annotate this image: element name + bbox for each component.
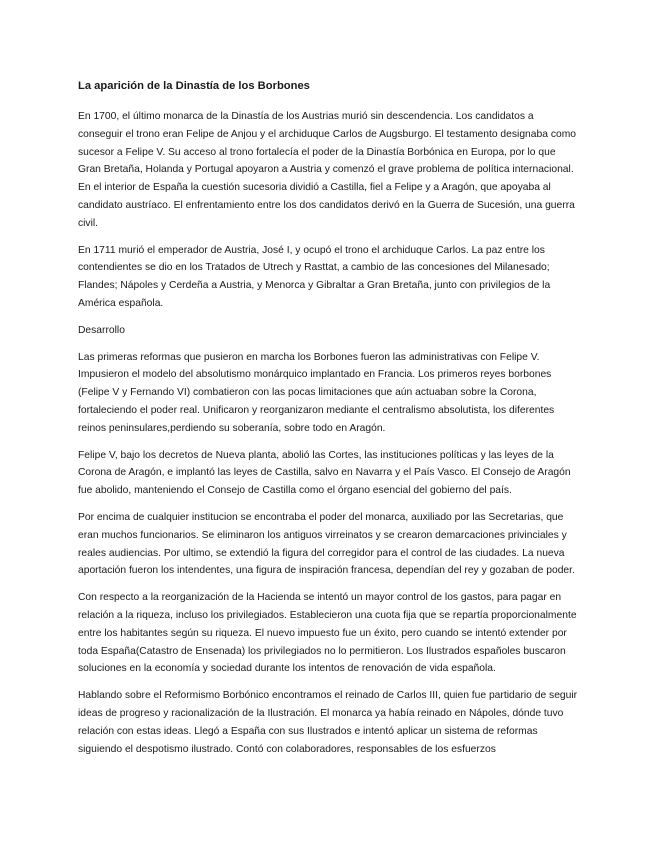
document-body <box>78 78 578 767</box>
paragraph: Felipe V, bajo los decretos de Nueva planta, abolió las Cortes, las instituciones políticas y las leyes de la Corona de Aragón, e implantó las leyes de Castilla, salvo en Navarra y el País Vasco. El Consejo de Aragón fue abolido, manteniendo el Consejo de Castilla como el órgano esencial del gobierno del país. <box>78 449 571 497</box>
paragraph: Hablando sobre el Reformismo Borbónico encontramos el reinado de Carlos III, quien fue partidario de seguir ideas de progreso y racionalización de la Ilustración. El monarca ya había reinado en Nápoles, dónde tuvo relación con estas ideas. Llegó a España con sus Ilustrados e intentó aplicar un sistema de reformas siguiendo el despotismo ilustrado. Contó con colaboradores, responsables de los esfuerzos <box>78 690 578 755</box>
paragraph: Por encima de cualquier institucion se encontraba el poder del monarca, auxiliado por las Secretarias, que eran muchos funcionarios. Se eliminaron los antiguos virreinatos y se crearon demarcaciones privinciales y reales audiencias. Por ultimo, se extendió la figura del corregidor para el control de las ciudades. La nueva aportación fueron los intendentes, una figura de inspiración francesa, dependían del rey y gozaban de poder. <box>78 511 575 577</box>
paragraph: En 1711 murió el emperador de Austria, José I, y ocupó el trono el archiduque Carlos. La paz entre los contendientes se dio en los Tratados de Utrech y Rasttat, a cambio de las concesiones del Milanesado; Flandes; Nápoles y Cerdeña a Austria, y Menorca y Gibraltar a Gran Bretaña, junto con privilegios de la América española. <box>78 244 551 309</box>
paragraph: Con respecto a la reorganización de la Hacienda se intentó un mayor control de los gastos, para pagar en relación a la riqueza, incluso los privilegiados. Establecieron una cuota fija que se repartía proporcionalmente entre los habitantes según su riqueza. El nuevo impuesto fue un éxito, pero cuando se intentó extender por toda España(Catastro de Ensenada) los privilegiados no lo permitieron. Los Ilustrados españoles buscaron soluciones en la economía y sociedad durante los intentos de renovación de vida española. <box>78 592 577 675</box>
paragraph: En 1700, el último monarca de la Dinastía de los Austrias murió sin descendencia. Los candidatos a conseguir el trono eran Felipe de Anjou y el archiduque Carlos de Augsburgo. El testamento designaba como sucesor a Felipe V. Su acceso al trono fortalecía el poder de la Dinastía Borbónica en Europa, por lo que Gran Bretaña, Holanda y Portugal apoyaron a Austria y comenzó el grave problema de política internacional. En el interior de España la cuestión sucesoria dividió a Castilla, fiel a Felipe y a Aragón, que apoyaba al candidato austríaco. El enfrentamiento entre los dos candidatos derivó en la Guerra de Sucesión, una guerra civil. <box>78 111 576 229</box>
section-heading: Desarrollo <box>78 324 125 336</box>
document-title: La aparición de la Dinastía de los Borbones <box>78 80 310 92</box>
paragraph: Las primeras reformas que pusieron en marcha los Borbones fueron las administrativas con Felipe V. Impusieron el modelo del absolutismo monárquico implantado en Francia. Los primeros reyes borbones (Felipe V y Fernando VI) combatieron con las pocas limitaciones que aún actuaban sobre la Corona, fortaleciendo el poder real. Unificaron y reorganizaron mediante el centralismo absolutista, los diferentes reinos peninsulares,perdiendo su soberanía, sobre todo en Aragón. <box>78 351 555 434</box>
